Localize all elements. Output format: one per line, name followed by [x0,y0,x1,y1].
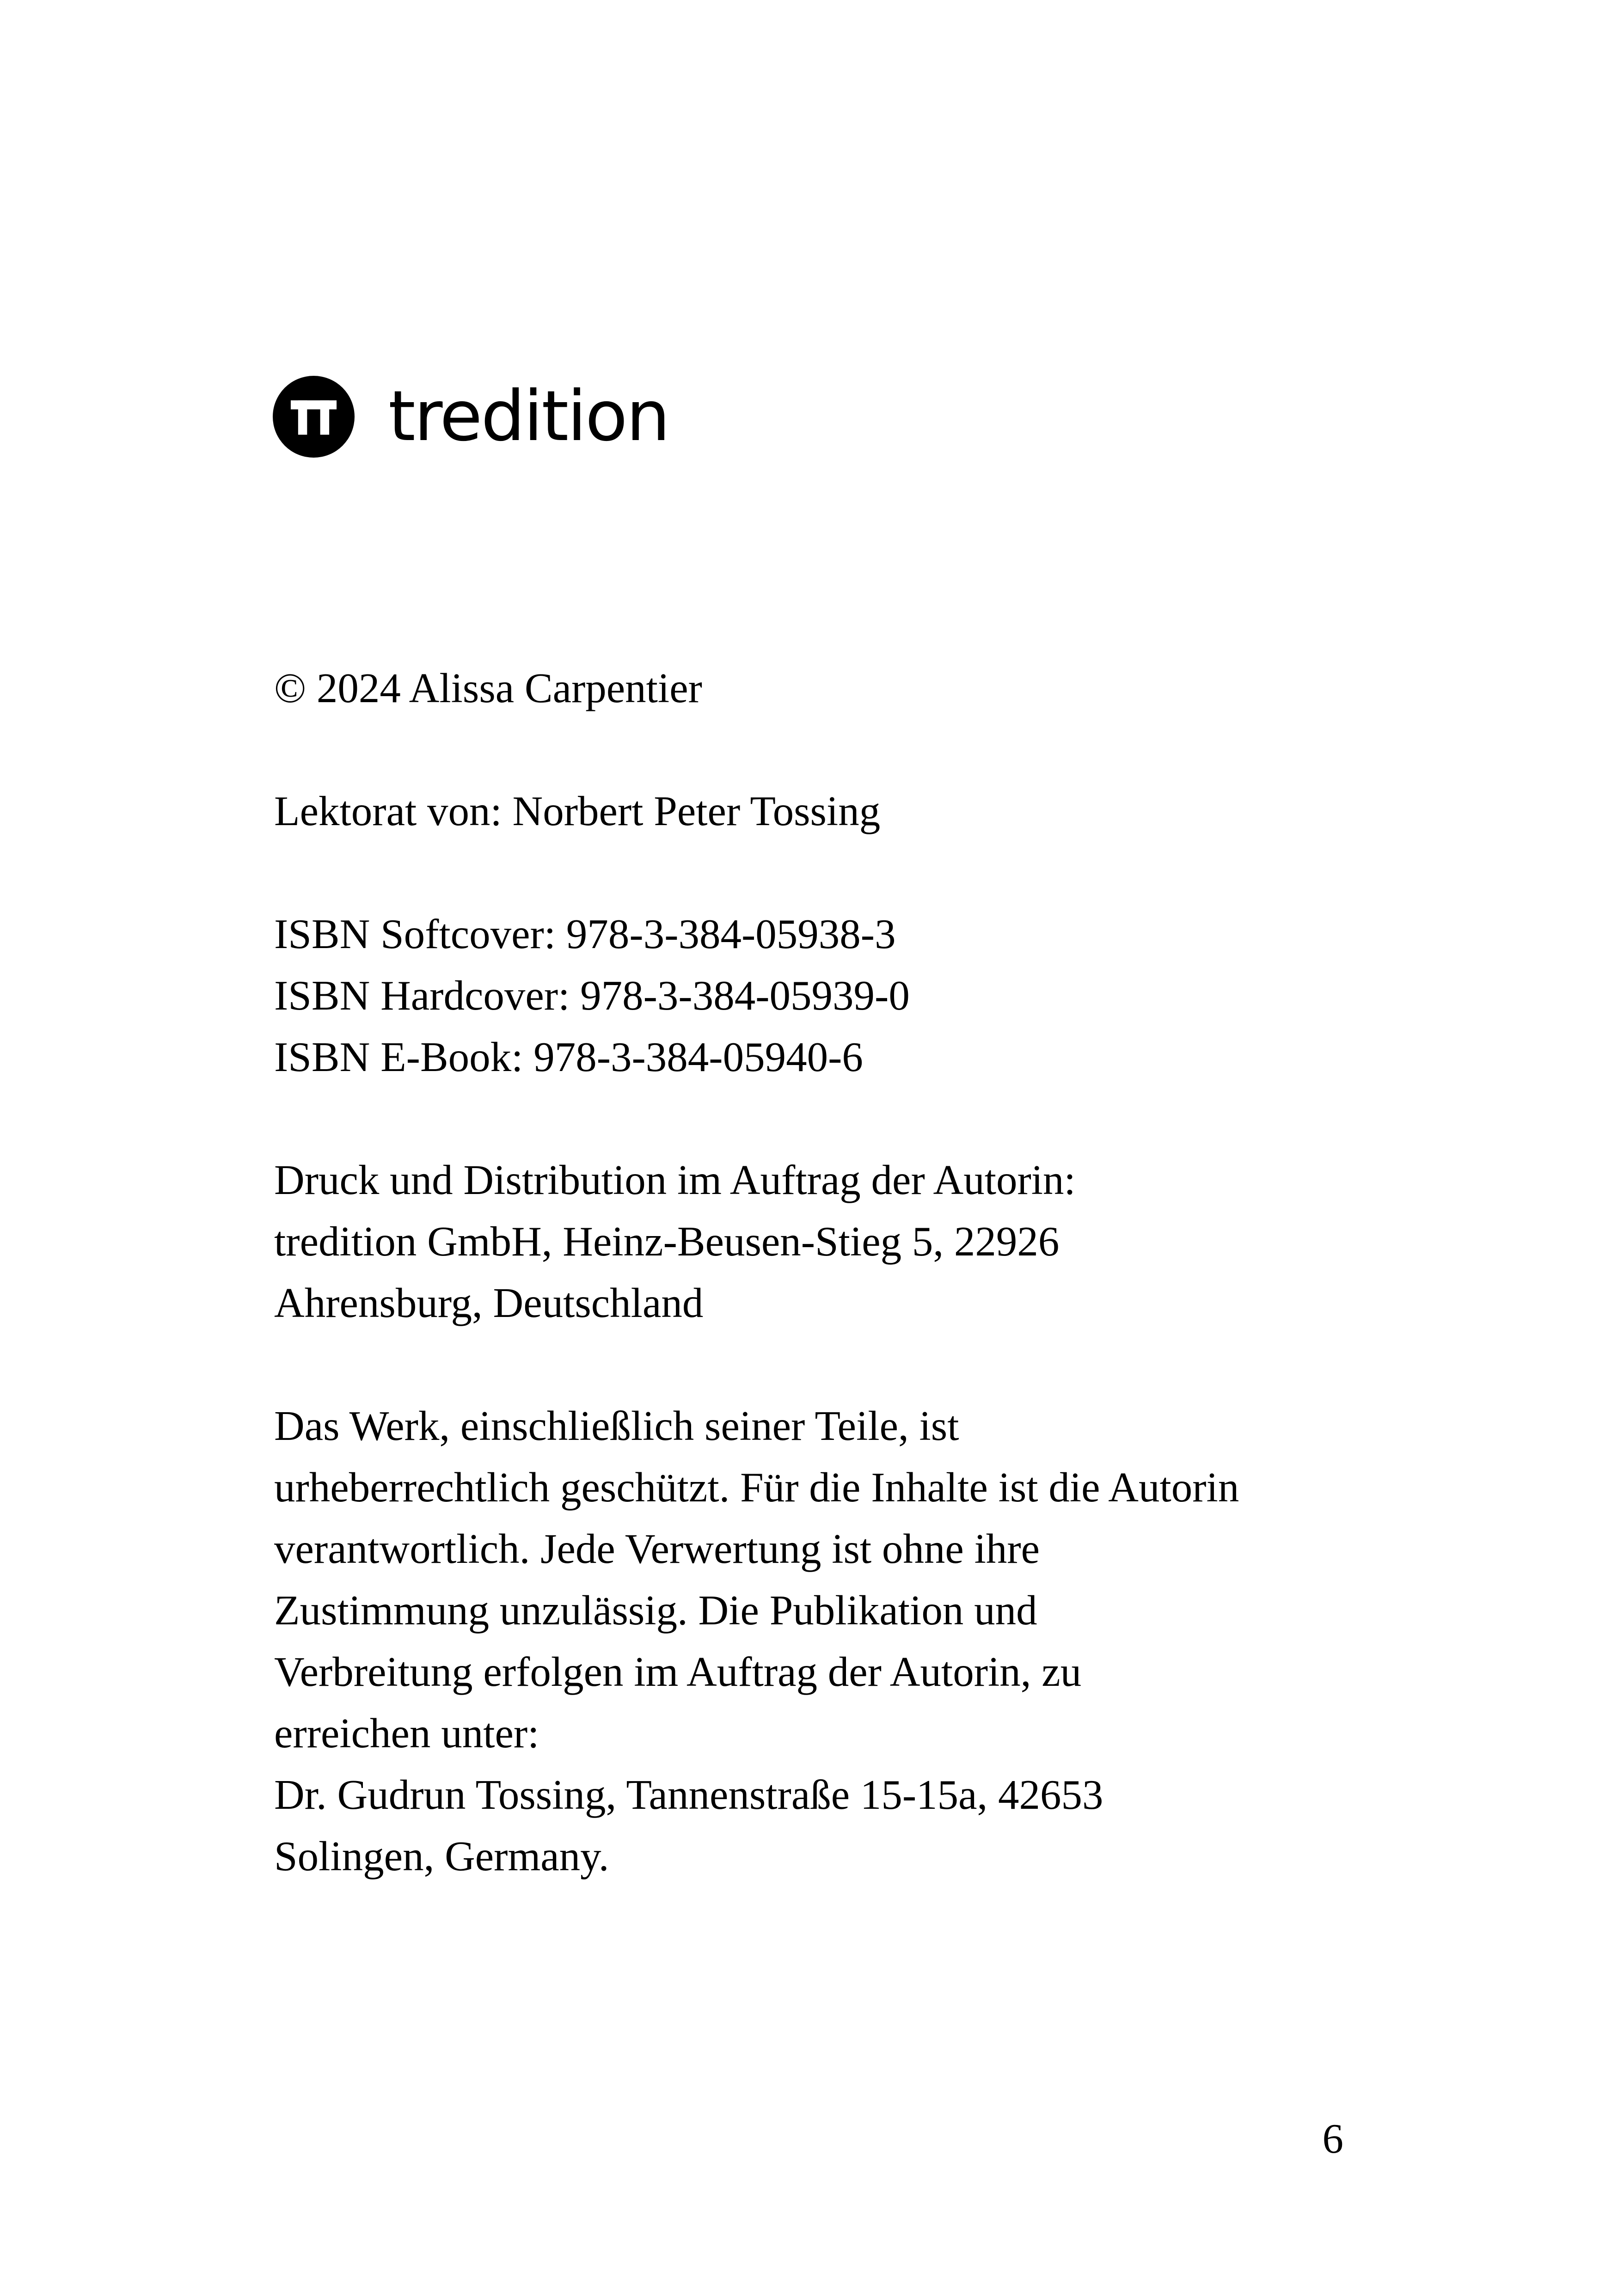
legal-line: verantwortlich. Jede Verwertung ist ohne ihre [274,1525,1040,1572]
legal-notice [274,1395,1402,1887]
distribution-block [274,1149,1402,1334]
isbn-softcover: ISBN Softcover: 978-3-384-05938-3 [274,911,896,957]
isbn-ebook: ISBN E-Book: 978-3-384-05940-6 [274,1034,863,1080]
editing-credit [274,780,1402,842]
legal-line: Verbreitung erfolgen im Auftrag der Autorin, zu [274,1648,1082,1695]
editing-line: Lektorat von: Norbert Peter Tossing [274,788,881,834]
copyright-line: © 2024 Alissa Carpentier [274,665,702,711]
isbn-hardcover: ISBN Hardcover: 978-3-384-05939-0 [274,972,910,1019]
legal-line: Zustimmung unzulässig. Die Publikation und [274,1587,1037,1634]
distribution-line: Ahrensburg, Deutschland [274,1280,704,1326]
copyright-notice [274,657,1402,719]
legal-line: Dr. Gudrun Tossing, Tannenstraße 15-15a, 42653 [274,1771,1103,1818]
distribution-line: Druck und Distribution im Auftrag der Autorin: [274,1157,1076,1203]
tredition-logo-icon [273,376,355,458]
isbn-block [274,903,1402,1088]
page-number: 6 [1322,2115,1343,2162]
imprint-content [274,657,1402,1887]
legal-line: Solingen, Germany. [274,1833,609,1880]
distribution-line: tredition GmbH, Heinz-Beusen-Stieg 5, 22926 [274,1218,1060,1265]
publisher-logo [273,374,669,459]
legal-line: urheberrechtlich geschützt. Für die Inhalte ist die Autorin [274,1464,1239,1511]
legal-line: erreichen unter: [274,1710,539,1757]
legal-line: Das Werk, einschließlich seiner Teile, ist [274,1402,959,1449]
publisher-name: tredition [388,376,669,457]
